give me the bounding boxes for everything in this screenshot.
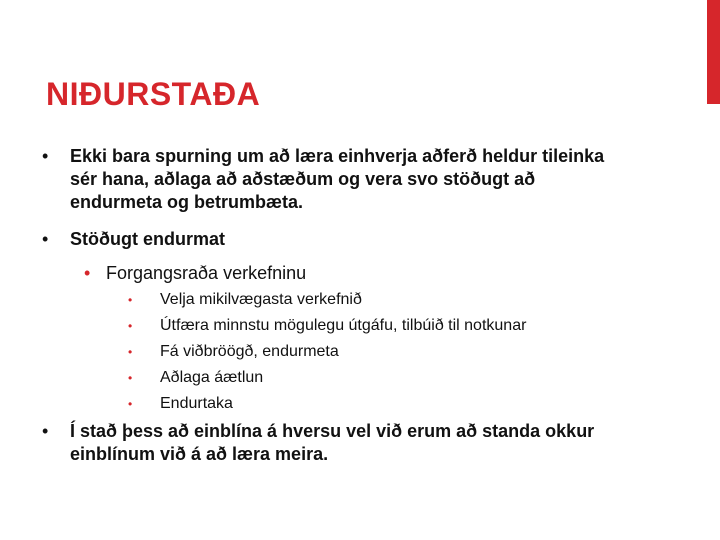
bullet-dot: • [42, 229, 49, 249]
sub-sub-bullet-text: Endurtaka [160, 395, 233, 412]
sub-sub-bullet-dot: • [128, 397, 133, 411]
sub-sub-bullet-item [128, 394, 620, 414]
sub-sub-bullet-item [128, 342, 620, 362]
sub-sub-bullet-text: Fá viðbröögð, endurmeta [160, 343, 339, 360]
bullet-dot: • [42, 146, 49, 166]
bullet-item [42, 420, 630, 466]
sub-sub-bullet-dot: • [128, 345, 133, 359]
slide-title: NIÐURSTAÐA [46, 76, 261, 112]
sub-sub-bullet-dot: • [128, 293, 133, 307]
sub-sub-bullet-text: Velja mikilvægasta verkefnið [160, 291, 362, 308]
bullet-item [42, 228, 630, 251]
sub-bullet-text: Forgangsraða verkefninu [106, 263, 307, 283]
bullet-text: Ekki bara spurning um að læra einhverja aðferð heldur tileinka sér hana, aðlaga að aðstæðum og vera svo stöðugt að endurmeta og betrumbæta. [70, 146, 605, 212]
sub-sub-bullet-item [128, 316, 620, 336]
sub-sub-bullet-text: Aðlaga áætlun [160, 369, 264, 386]
sub-sub-bullet-text: Útfæra minnstu mögulegu útgáfu, tilbúið til notkunar [160, 317, 527, 334]
bullet-text: Stöðugt endurmat [70, 229, 225, 249]
sub-bullet-dot: • [84, 263, 91, 283]
sub-sub-bullet-dot: • [128, 371, 133, 385]
sub-bullet-item [84, 262, 626, 285]
sub-sub-bullet-item [128, 290, 620, 310]
sub-sub-bullet-dot: • [128, 319, 133, 333]
bullet-item [42, 145, 630, 214]
bullet-dot: • [42, 421, 49, 441]
bullet-text: Í stað þess að einblína á hversu vel við erum að standa okkur einblínum við á að læra meira. [70, 421, 595, 464]
accent-bar [707, 0, 720, 104]
sub-sub-bullet-item [128, 368, 620, 388]
